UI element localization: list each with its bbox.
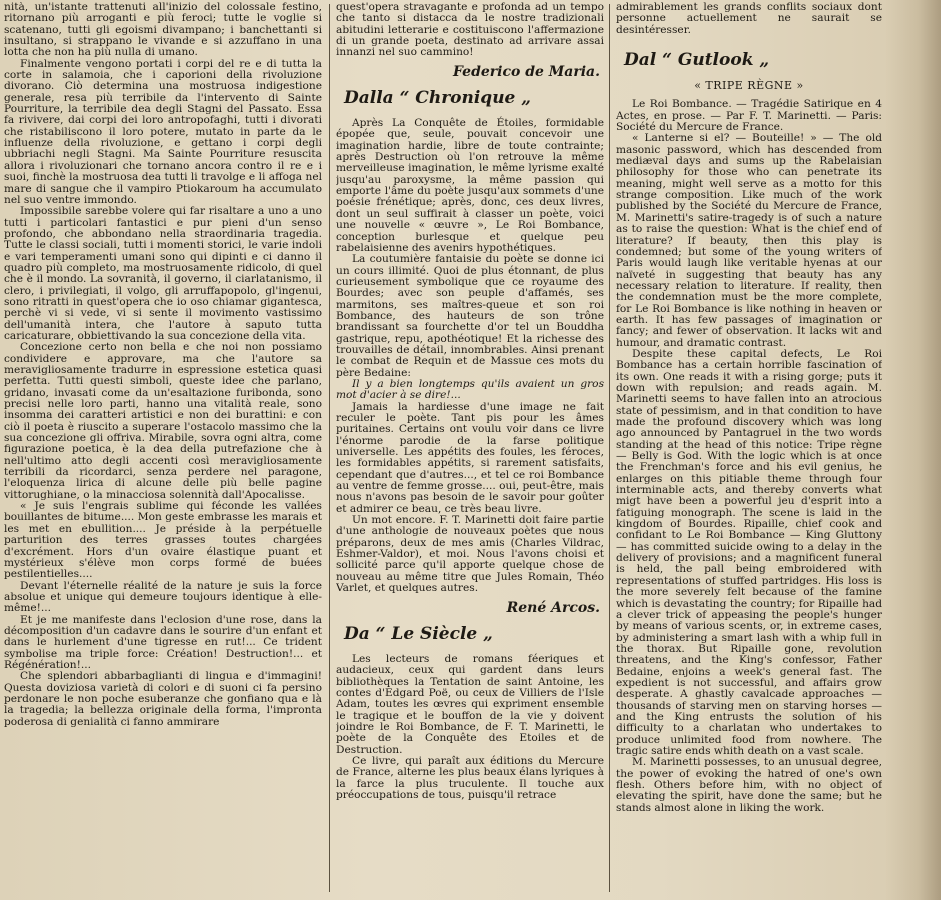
- column-rule: [329, 4, 330, 892]
- paragraph: Après La Conquête de Étoiles, formidable épopée que, seule, pouvait concevoir une imagination hardie, libre de toute contrainte; après Destruction où l'on retrouve la même merveilleuse imagination, le même lyrisme exalté jusqu'au paroxysme, la même passion qui emporte l'âme du poète jusqu'aux sommets d'une poésie frénétique; après, donc, ces deux livres, dont un seul suffirait à classer un poète, voici une nouvelle « œuvre », Le Roi Bombance, conception burlesque et quelque peu rabelaisienne des avenirs hypothétiques.: [336, 117, 604, 254]
- paragraph: « Lanterne si el? — Bouteille! » — The old masonic password, which has descended from mediæval days and sums up the Rabelaisian philosophy for those who can penetrate its meaning, might well serve as a motto for this strange composition. Like much of the work published by the Société du Mercure de France, M. Marinetti's satire-tragedy is of such a nature as to raise the question: What is the chief end of literature? If beauty, then this play is condemned; but some of the young writers of Paris would laugh like veritable hyenas at our naïveté in suggesting that beauty has any necessary relation to literature. If reality, then the condemnation must be the more complete, for Le Roi Bombance is like nothing in heaven or earth. It has few passages of imagination or fancy; and fewer of observation. It lacks wit and humour, and dramatic contrast.: [616, 132, 882, 349]
- column-left: [4, 2, 322, 890]
- quote-paragraph: Et je me manifeste dans l'eclosion d'une rose, dans la décomposition d'un cadavre dans le sourire d'un enfant et dans le hurlement d'une tigresse en rut!... Ce trident symbolise ma triple force: Création! Destruction!... et Régénération!...: [4, 613, 322, 671]
- page-binding-shadow: [885, 0, 941, 900]
- quote-paragraph: « Je suis l'engrais sublime qui féconde les vallées bouillantes de bitume.... Mon geste embrasse les marais et les met en ebullition.... Je préside à la perpétuelle parturition des terres grasses toutes chargées d'excrément. Hors d'un ovaire élastique puant et mystérieux s'élève mon corps formé de buées pestilentielles....: [4, 500, 322, 581]
- paragraph: Ce livre, qui paraît aux éditions du Mercure de France, alterne les plus beaux élans lyriques à la farce la plus truculente. Il touche aux préoccupations de tous, puisqu'il retrace: [336, 754, 604, 801]
- section-heading: Dal “ Gutlook „: [624, 50, 770, 71]
- section-heading: Da “ Le Siècle „: [344, 623, 493, 644]
- paragraph: quest'opera stravagante e profonda ad un tempo che tanto si distacca da le nostre tradizionali abitudini letterarie e costituiscono l'affermazione di un grande poeta, destinato ad arrivare assai innanzi nel suo cammino!: [336, 2, 604, 59]
- paragraph: Jamais la hardiesse d'une image ne fait reculer le poète. Tant pis pour les âmes puritaines. Certains ont voulu voir dans ce livre l'énorme parodie de la farse politique universelle. Les appétits des foules, les féroces, les formidables appétits, si rarement satisfaits, cependant que d'autres..., et tel ce roi Bombance au ventre de femme grosse.... oui, peut-être, mais nous n'avons pas besoin de le savoir pour goûter et admirer ce beau, ce très beau livre.: [336, 400, 604, 515]
- paragraph: Finalmente vengono portati i corpi del re e di tutta la corte in salamoia, che i caporioni della rivoluzione divorano. Ciò determina una mostruosa indigestione generale, resa più terribile da l'intervento di Sainte Pourriture, la terribile dea degli Stagni del Passato. Essa fa rivivere, dai corpi dei loro antropofaghi, tutti i divorati che ristabiliscono il loro potere, mutato in parte da le influenze della rivoluzione, e gettano i corpi degli ubbriachi negli Stagni. Ma Sainte Pourriture resuscita allora i rivoluzionari che tornano ancora contro il re e i suoi, finchè la mostruosa dea tutti li travolge e li affoga nel mare di sangue che il vampiro Ptiokaroum ha accumulato nel suo ventre immondo.: [4, 57, 322, 206]
- paragraph: M. Marinetti possesses, to an unusual degree, the power of evoking the hatred of one's own flesh. Others before him, with no object of elevating the spirit, have done the same; but he stands almost alone in liking the work.: [616, 756, 882, 814]
- column-rule: [609, 4, 610, 892]
- column-right: [616, 2, 882, 890]
- citation: Le Roi Bombance. — Tragédie Satirique en 4 Actes, en prose. — Par F. T. Marinetti. — Paris: Société du Mercure de France.: [616, 98, 882, 134]
- paragraph: Les lecteurs de romans féeriques et audacieux, ceux qui gardent dans leurs bibliothèques la Tentation de saint Antoine, les contes d'Edgard Poë, ou ceux de Villiers de l'Isle Adam, toutes les œvres qui expriment ensemble le tragique et le bouffon de la vie y doivent joindre le Roi Bombance, de F. T. Marinetti, le poète de la Conquête des Etoiles et de Destruction.: [336, 652, 604, 756]
- column-middle: [336, 2, 604, 890]
- quote-paragraph: Il y a bien longtemps qu'ils avaient un gros mot d'acier à se dire!...: [336, 377, 604, 402]
- signature: René Arcos.: [506, 599, 600, 616]
- paragraph: nità, un'istante trattenuti all'inizio del colossale festino, ritornano più arroganti e più feroci; tutte le voglie si scatenano, tutti gli egoismi divampano; i banchettanti si insultano, si strappano le vivande e si azzuffano in una lotta che non ha più nulla di umano.: [4, 2, 322, 59]
- quote-paragraph: Devant l'éternelle réalité de la nature je suis la force absolue et unique qui demeure toujours identique à elle-même!...: [4, 579, 322, 615]
- signature: Federico de Maria.: [453, 63, 600, 80]
- paragraph: La coutumière fantaisie du poète se donne ici un cours illimité. Quoi de plus étonnant, de plus curieusement symbolique que ce royaume des Bourdes; avec son peuple d'affamés, ses marmitons, ses maîtres-queue et son roi Bombance, des hauteurs de son trône brandissant sa fourchette d'or tel un Bouddha gastrique, repu, apothéotique! Et la richesse des trouvailles de détail, innombrables. Ainsi prenant le combat de Requin et de Massue ces mots du père Bedaine:: [336, 253, 604, 379]
- paragraph: Impossibile sarebbe volere qui far risaltare a uno a uno tutti i particolari fantastici e pur pieni d'un senso profondo, che abbondano nella straordinaria tragedia. Tutte le classi sociali, tutti i momenti storici, le varie indoli e vari temperamenti umani sono qui dipinti e ci danno il quadro più completo, ma mostruosamente ridicolo, di quel che è il mondo. La sovranità, il governo, il ciarlatanismo, il clero, i privilegiati, il volgo, gli arruffapopolo, gl'ingenui, sono ritratti in quest'opera che io oso chiamar gigantesca, perchè vi si vede, vi si sente il movimento vastissimo dell'umanità intera, che l'autore à saputo tutta caricaturare, obbiettivando la sua concezione della vita.: [4, 205, 322, 342]
- paragraph: Despite these capital defects, Le Roi Bombance has a certain horrible fascination of its own. One reads it with a rising gorge; puts it down with repulsion; and reads again. M. Marinetti seems to have fallen into an atrocious state of pessimism, and in that condition to have made the profound discovery which was long ago announced by Pantagruel in the two words standing at the head of this notice: Tripe règne — Belly is God. With the logic which is at once the Frenchman's force and his evil genius, he enlarges on this pitiable theme through four interminable acts, and thereby converts what migt have been a powerful jeu d'esprit into a fatiguing monograph. The scene is laid in the kingdom of Bourdes. Ripaille, chief cook and confidant to Le Roi Bombance — King Gluttony — has committed suicide owing to a delay in the delivery of provisions; and a magnificent funeral is held, the pall being embroidered with representations of stuffed partridges. His loss is the more severely felt because of the famine which is devastating the country; for Ripaille had a clever trick of appeasing the people's hunger by means of various scents, or, in extreme cases, by administering a smart lash with a whip full in the thorax. But Ripaille gone, revolution threatens, and the King's confessor, Father Bedaine, enjoins a week's general fast. The expedient is not successful, and affairs grow desperate. A ghastly cavalcade approaches — thousands of starving men on starving horses — and the King entrusts the solution of his difficulty to a charlatan who undertakes to produce unlimited food from nowhere. The tragic satire ends whith death on a vast scale.: [616, 347, 882, 757]
- paragraph: Che splendori abbarbaglianti di lingua e d'immagini! Questa doviziosa varietà di colori e di suoni ci fa persino perdonare le non poche esuberanze che gonfiano qua e là la tragedia; la bellezza originale della forma, l'impronta poderosa di genialità ci fanno ammirare: [4, 670, 322, 728]
- review-subtitle: « TRIPE RÈGNE »: [694, 79, 804, 93]
- paragraph: Concezione certo non bella e che noi non possiamo condividere e approvare, ma che l'autore sa meravigliosamente tradurre in espressione estetica quasi perfetta. Tutti questi simboli, queste idee che parlano, gridano, invasati come da un'esaltazione furibonda, sono precisi nelle loro parti, hanno una vitalità reale, sono insomma dei caratteri artistici e non dei burattini: e con ciò il poeta è riuscito a superare l'ostacolo massimo che la sua concezione gli offriva. Mirabile, sovra ogni altra, come figurazione poetica, è la dea della putrefazione che à nell'ultimo atto degli accenti così meravigliosamente terribili da ricordarci, senza perdere nel paragone, l'eloquenza lirica di alcune delle più belle pagine vittorughiane, o la minacciosa solennità dall'Apocalisse.: [4, 341, 322, 501]
- paragraph: Un mot encore. F. T. Marinetti doit faire partie d'une anthologie de nouveaux poètes que nous préparons, deux de mes amis (Charles Vildrac, Eshmer-Valdor), et moi. Nous l'avons choisi et sollicité parce qu'il apporte quelque chose de nouveau au même titre que Jules Romain, Théo Varlet, et quelques autres.: [336, 514, 604, 595]
- section-heading: Dalla “ Chronique „: [344, 88, 532, 109]
- paragraph: admirablement les grands conflits sociaux dont personne actuellement ne saurait se desintéresser.: [616, 2, 882, 36]
